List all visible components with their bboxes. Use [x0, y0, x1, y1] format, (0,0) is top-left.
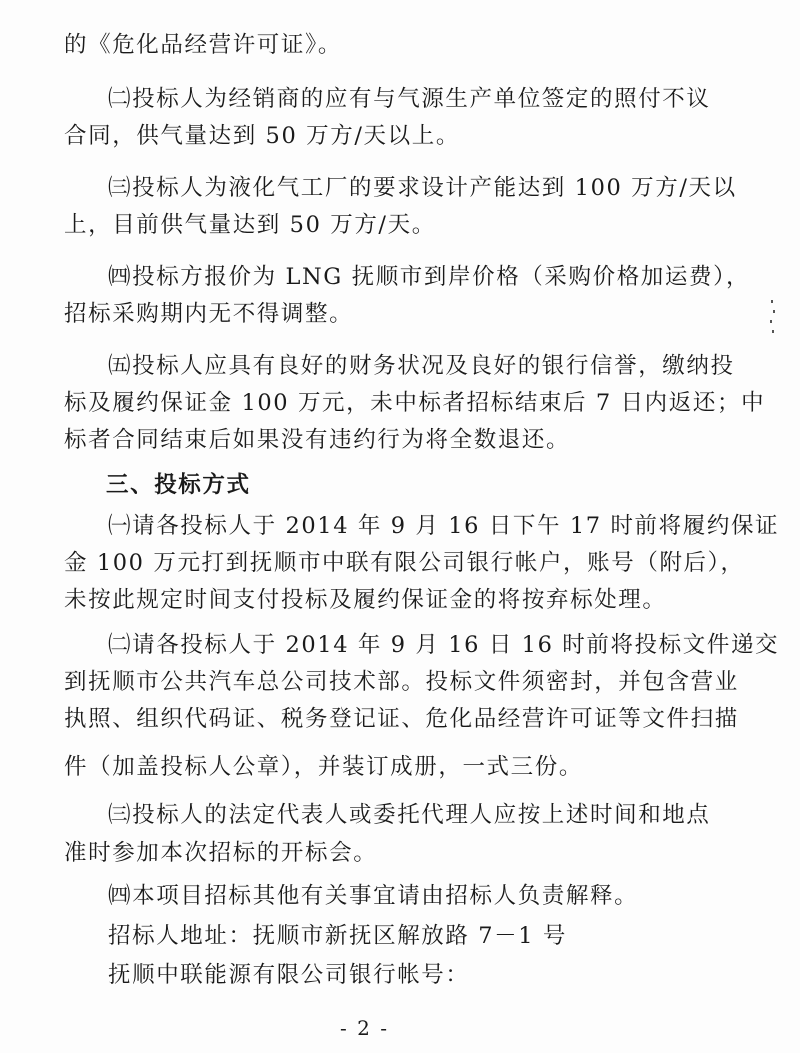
text-line: 准时参加本次招标的开标会。 — [64, 840, 378, 866]
text-line: 的《危化品经营许可证》。 — [64, 32, 342, 58]
text-line: 招标采购期内无不得调整。 — [64, 301, 354, 327]
text-line: 标者合同结束后如果没有违约行为将全数退还。 — [64, 427, 571, 453]
text-line: ㈡请各投标人于 2014 年 9 月 16 日 16 时前将投标文件递交 — [108, 632, 780, 658]
section-heading: 三、投标方式 — [106, 472, 251, 498]
text-line: 金 100 万元打到抚顺市中联有限公司银行帐户，账号（附后）， — [64, 550, 745, 576]
text-line: 合同，供气量达到 50 万方/天以上。 — [64, 123, 460, 149]
scan-artifact — [770, 300, 776, 340]
text-line: 抚顺中联能源有限公司银行帐号： — [108, 962, 470, 988]
text-line: ㈡投标人为经销商的应有与气源生产单位签定的照付不议 — [108, 86, 711, 112]
text-line: ㈠请各投标人于 2014 年 9 月 16 日下午 17 时前将履约保证 — [108, 513, 780, 539]
text-line: 到抚顺市公共汽车总公司技术部。投标文件须密封，并包含营业 — [64, 669, 739, 695]
text-line: ㈢投标人的法定代表人或委托代理人应按上述时间和地点 — [108, 802, 711, 828]
text-line: ㈣本项目招标其他有关事宜请由招标人负责解释。 — [108, 883, 639, 909]
text-line: 执照、组织代码证、税务登记证、危化品经营许可证等文件扫描 — [64, 706, 739, 732]
text-line: 上，目前供气量达到 50 万方/天。 — [64, 212, 436, 238]
text-line: ㈢投标人为液化气工厂的要求设计产能达到 100 万方/天以 — [108, 175, 737, 201]
page-number: - 2 - — [340, 1016, 389, 1040]
text-line: 未按此规定时间支付投标及履约保证金的将按弃标处理。 — [64, 587, 667, 613]
text-line: 招标人地址：抚顺市新抚区解放路 7－1 号 — [108, 923, 568, 949]
text-line: ㈣投标方报价为 LNG 抚顺市到岸价格（采购价格加运费）， — [108, 264, 751, 290]
text-line: ㈤投标人应具有良好的财务状况及良好的银行信誉，缴纳投 — [108, 353, 735, 379]
text-line: 标及履约保证金 100 万元，未中标者招标结束后 7 日内返还；中 — [64, 390, 766, 416]
text-line: 件（加盖投标人公章），并装订成册，一式三份。 — [64, 754, 583, 780]
